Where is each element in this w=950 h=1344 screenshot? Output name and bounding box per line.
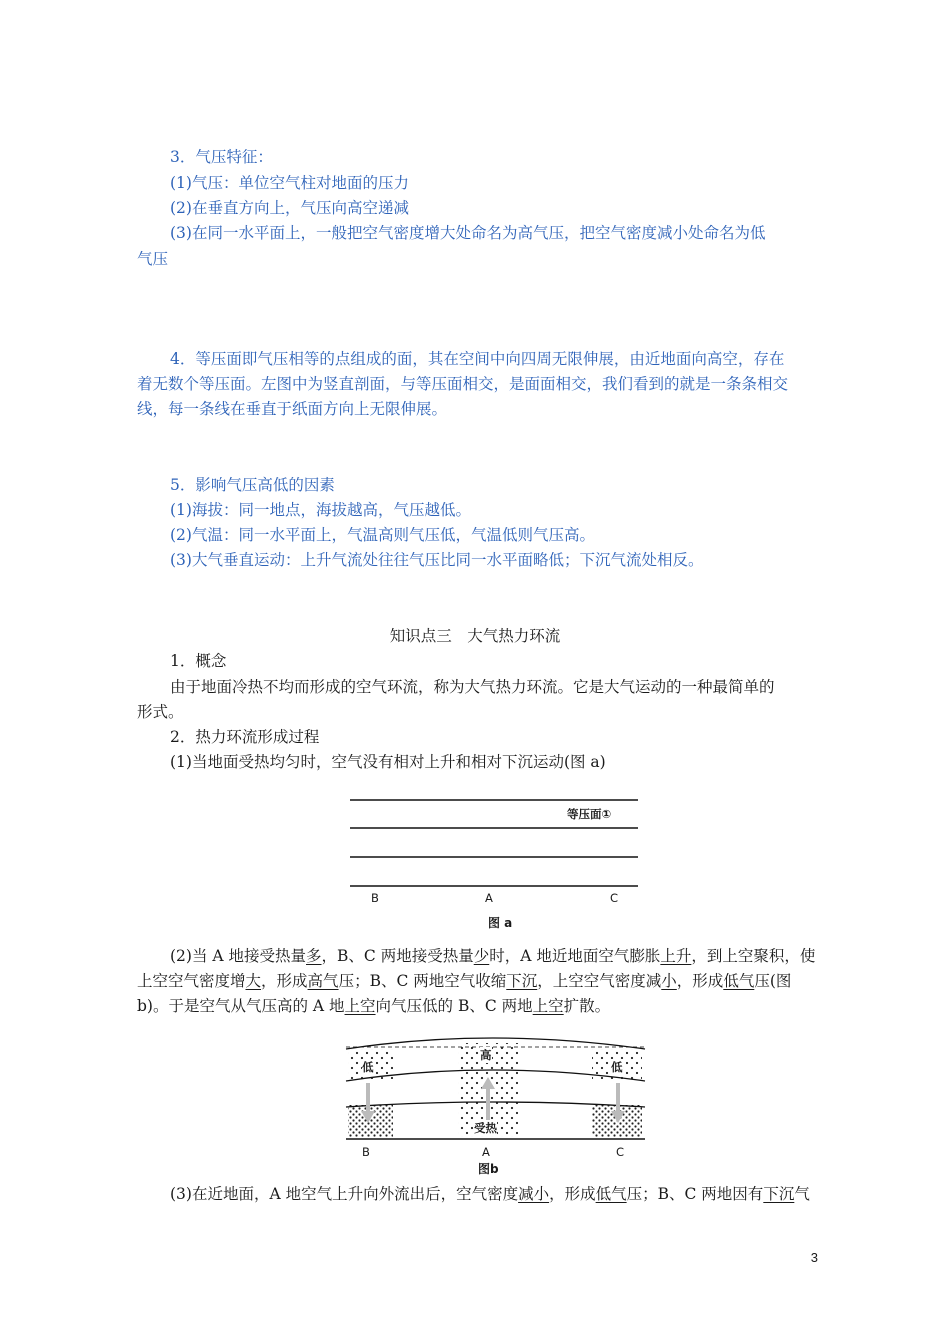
para3-line1: (3)在近地面，A 地空气上升向外流出后，空气密度减小，形成低气压；B、C 两地因有下沉气: [170, 1185, 810, 1203]
figure-a-caption: 图 a: [488, 916, 513, 930]
section3-point3-line1: (3)在同一水平面上，一般把空气密度增大处命名为高气压，把空气密度减小处命名为低: [170, 224, 766, 242]
para2-line3: b)。于是空气从气压高的 A 地上空向气压低的 B、C 两地上空扩散。: [137, 997, 611, 1015]
section5-point2: (2)气温：同一水平面上，气温高则气压低，气温低则气压高。: [170, 526, 595, 544]
concept-line1: 由于地面冷热不均而形成的空气环流，称为大气热力环流。它是大气运动的一种最简单的: [170, 678, 775, 696]
isobar-label: 等压面①: [567, 807, 612, 821]
section3-title: 3．气压特征：: [170, 148, 273, 166]
low-pressure-label-right: 低: [611, 1060, 623, 1074]
figure-b-caption: 图b: [478, 1162, 499, 1176]
point-c-label: C: [616, 1145, 625, 1159]
section4-line2: 着无数个等压面。左图中为竖直剖面，与等压面相交，是面面相交，我们看到的就是一条条相交: [137, 375, 789, 393]
section4-line3: 线，每一条线在垂直于纸面方向上无限伸展。: [137, 400, 448, 418]
section4-line1: 4．等压面即气压相等的点组成的面，其在空间中向四周无限伸展，由近地面向高空，存在: [170, 350, 785, 368]
concept-title: 1．概念: [170, 652, 227, 670]
point-b-label: B: [371, 891, 379, 905]
high-pressure-label: 高: [480, 1048, 492, 1062]
section5-title: 5．影响气压高低的因素: [170, 476, 335, 494]
air-column-b-lower: [348, 1105, 393, 1137]
low-pressure-label-left: 低: [362, 1060, 374, 1074]
concept-line2: 形式。: [137, 703, 184, 721]
process-point1: (1)当地面受热均匀时，空气没有相对上升和相对下沉运动(图 a): [170, 753, 606, 771]
section3-point1: (1)气压：单位空气柱对地面的压力: [170, 174, 409, 192]
para2-line1: (2)当 A 地接受热量多，B、C 两地接受热量少时，A 地近地面空气膨胀上升，到上空聚积，使: [170, 947, 816, 965]
figure-a: [345, 795, 645, 930]
page-number: 3: [810, 1250, 818, 1265]
section3-point2: (2)在垂直方向上，气压向高空递减: [170, 199, 409, 217]
process-title: 2．热力环流形成过程: [170, 728, 320, 746]
figure-b: [340, 1035, 650, 1175]
point-a-label: A: [482, 1145, 490, 1159]
point-b-label: B: [362, 1145, 370, 1159]
section3-point3-line2: 气压: [137, 250, 169, 268]
point-a-label: A: [485, 891, 493, 905]
section5-point1: (1)海拔：同一地点，海拔越高，气压越低。: [170, 501, 471, 519]
para2-line2: 上空空气密度增大，形成高气压；B、C 两地空气收缩下沉，上空空气密度减小，形成低气压(图: [137, 972, 792, 990]
section5-point3: (3)大气垂直运动：上升气流处往往气压比同一水平面略低；下沉气流处相反。: [170, 551, 704, 569]
knowledge3-heading: 知识点三 大气热力环流: [389, 627, 561, 645]
point-c-label: C: [610, 891, 619, 905]
heated-label: 受热: [474, 1121, 497, 1135]
